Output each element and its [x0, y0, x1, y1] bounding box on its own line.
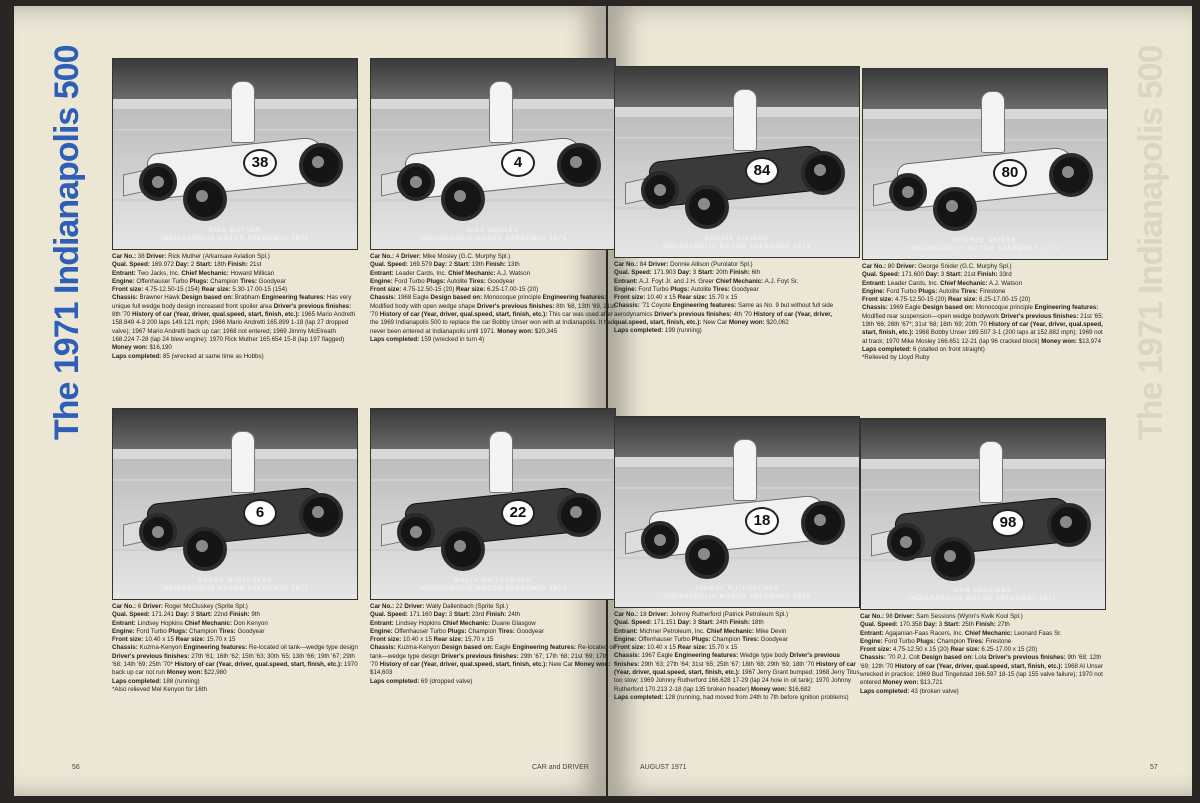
car-number-decal: 18 — [745, 507, 779, 535]
car-spec-text: Car No.: 98 Driver: Sam Sessions (Wynn's Kwik Kool Spl.) Qual. Speed: 170.358 Day: 3 Start: 25th Finish: 27th Entrant: Agajanian-Faas Racers, Inc. Chief Mechanic: Leonard Faas Sr. Engine: Ford Turbo Plugs: Champion Tires: Firestone Front size: 4.75-12.50 x 15 (20) Rear size: 6.25-17.00 x 15 (20) Chassis: '70 P.J. Colt Design based on: Lola Driver's previous finishes: 9th '68; 12th '69; 12th '70 History of car (Year, driver, qual.speed, start, finish, etc.): 1968 Al Unser wrecked in practice; 1969 Bud Tingelstad 166.597 18-15 (lap 155 valve failure); 1970 not entered Money won: $13,721 Laps completed: 43 (broken valve) — [860, 613, 1104, 695]
car-photo — [112, 58, 358, 250]
car-photo — [370, 408, 616, 600]
car-entry — [370, 58, 616, 344]
photo-caption: DONNIE ALLISON INDIANAPOLIS MOTOR SPEEDWAY 1971 — [663, 236, 811, 250]
car-entry — [614, 66, 860, 336]
car-photo — [862, 68, 1108, 260]
car-entry — [862, 68, 1108, 363]
car-spec-text: Car No.: 84 Driver: Donnie Allison (Purolator Spl.) Qual. Speed: 171.903 Day: 3 Start: 20th Finish: 6th Entrant: A.J. Foyt Jr. and J.H. Greer Chief Mechanic: A.J. Foyt Sr. Engine: Ford Turbo Plugs: Autolite Tires: Goodyear Front size: 10.40 x 15 Rear size: 15.70 x 15 Chassis: '71 Coyote Engineering features: Same as No. 9 but without full side aerodynamics Driver's previous finishes: 4th '70 History of car (Year, driver, qual.speed, start, finish, etc.): New Car Money won: $20,062 Laps completed: 199 (running) — [614, 261, 834, 335]
photo-caption: ROGER McCLUSKEY INDIANAPOLIS MOTOR SPEEDWAY 1971 — [161, 578, 309, 592]
page-title: The 1971 Indianapolis 500 — [48, 45, 86, 440]
page-number-right: 57 — [1150, 764, 1158, 771]
bleed-through-title: The 1971 Indianapolis 500 — [1132, 45, 1170, 440]
car-entry — [860, 418, 1106, 696]
car-photo — [614, 416, 860, 608]
photo-caption: GEORGE SNIDER INDIANAPOLIS MOTOR SPEEDWAY 1971 — [911, 238, 1059, 252]
car-spec-text: Car No.: 80 Driver: George Snider (G.C. Murphy Spl.) Qual. Speed: 171.600 Day: 3 Start: 21st Finish: 33rd Entrant: Leader Cards, Inc. Chief Mechanic: A.J. Watson Engine: Ford Turbo Plugs: Autolite Tires: Firestone Front size: 4.75-12.50-15 (20) Rear size: 6.25-17.00-15 (20) Chassis: 1969 Eagle Design based on: Monocoque principle Engineering features: Modified rear suspension—open wedge bodywork Driver's previous finishes: 21st '65; 19th '66; 26th '67*; 31st '68; 16th '69; 20th '70 History of car (Year, driver, qual.speed, start, finish, etc.): 1968 Bobby Unser 169.507 3-1 (200 laps at 152.882 mph); 1969 not at track; 1970 Mike Mosley 166.651 12-21 (lap 96 cracked block) Money won: $13,974 Laps completed: 6 (stalled on front straight) *Relieved by Lloyd Ruby — [862, 263, 1104, 362]
car-number-decal: 98 — [991, 509, 1025, 537]
car-number-decal: 80 — [993, 159, 1027, 187]
car-photo — [370, 58, 616, 250]
car-number-decal: 22 — [501, 499, 535, 527]
car-number-decal: 38 — [243, 149, 277, 177]
photo-caption: RICK MUTHER INDIANAPOLIS MOTOR SPEEDWAY 1971 — [161, 228, 309, 242]
car-entry — [614, 416, 860, 702]
car-photo — [112, 408, 358, 600]
car-entry — [112, 58, 358, 361]
car-spec-text: Car No.: 38 Driver: Rick Muther (Arkansaw Aviation Spl.) Qual. Speed: 169.972 Day: 2 Start: 18th Finish: 21st Entrant: Two Jacks, Inc. Chief Mechanic: Howard Millican Engine: Offenhauser Turbo Plugs: Champion Tires: Goodyear Front size: 4.75-12.50-15 (154) Rear size: 5.30-17.00-15 (154) Chassis: Brawner Hawk Design based on: Brabham Engineering features: Has very unique full wedge body design increased front spoiler area Driver's previous finishes: 8th '70 History of car (Year, driver, qual.speed, start, finish, etc.): 1965 Mario Andretti 158.849 4-3 200 laps 149.121 mph; 1966 Mario Andretti 165.899 1-18 (lap 27 dropped valve); 1967 Mario Andretti back up car; 1968 not entered; 1969 Jimmy McElreath 168.224 7-28 (lap 24 blew engine); 1970 Rick Muther 165.654 15-8 (lap 197 flagged) Money won: $16,190 Laps completed: 85 (wrecked at same time as Hobbs) — [112, 253, 355, 360]
car-spec-text: Car No.: 4 Driver: Mike Mosley (G.C. Murphy Spl.) Qual. Speed: 169.579 Day: 2 Start: 19th Finish: 13th Entrant: Leader Cards, Inc. Chief Mechanic: A.J. Watson Engine: Ford Turbo Plugs: Autolite Tires: Goodyear Front size: 4.75-12.50-15 (20) Rear size: 6.25-17.00-15 (20) Chassis: 1968 Eagle Design based on: Monocoque principle Engineering features: Modified body with open wedge shape Driver's previous finishes: 8th '68, 13th '69, 21st '70 History of car (Year, driver, qual.speed, start, finish, etc.): This car was used after the 1969 Indianapolis 500 to replace the car Bobby Unser won with at Indianapolis. It had never been entered at Indianapolis until 1971. Money won: $20,345 Laps completed: 159 (wrecked in turn 4) — [370, 253, 615, 343]
car-photo — [860, 418, 1106, 610]
photo-caption: JOHNNY RUTHERFORD INDIANAPOLIS MOTOR SPEEDWAY 1971 — [663, 586, 811, 600]
car-entry — [370, 408, 616, 686]
car-number-decal: 6 — [243, 499, 277, 527]
car-number-decal: 4 — [501, 149, 535, 177]
car-spec-text: Car No.: 6 Driver: Roger McCluskey (Sprite Spl.) Qual. Speed: 171.241 Day: 3 Start: 22nd Finish: 9th Entrant: Lindsey Hopkins Chief Mechanic: Don Kenyon Engine: Ford Turbo Plugs: Champion Tires: Goodyear Front size: 10.40 x 15 Rear size: 15.70 x 15 Chassis: Kuzma-Kenyon Engineering features: Re-located oil tank—wedge type design Driver's previous finishes: 27th '61; 16th '62; 15th '63; 30th '65; 13th '66; 19th '67; 29th '68; 14th '69; 25th '70* History of car (Year, driver, qual.speed, start, finish, etc.): 1970 back up car not run Money won: $22,980 Laps completed: 188 (running) *Also relieved Mel Kenyon for 16th — [112, 603, 358, 693]
car-number-decal: 84 — [745, 157, 779, 185]
car-spec-text: Car No.: 22 Driver: Wally Dallenbach (Sprite Spl.) Qual. Speed: 171.160 Day: 3 Start: 23rd Finish: 24th Entrant: Lindsey Hopkins Chief Mechanic: Duane Glasgow Engine: Offenhauser Turbo Plugs: Champion Tires: Goodyear Front size: 10.40 x 15 Rear size: 15.70 x 15 Chassis: Kuzma-Kenyon Design based on: Eagle Engineering features: Re-located oil tank—wedge type design Driver's previous finishes: 29th '67; 17th '68; 21st '69; 17th '70 History of car (Year, driver, qual.speed, start, finish, etc.): New Car Money won: $14,603 Laps completed: 69 (dropped valve) — [370, 603, 616, 685]
photo-caption: SAM SESSIONS INDIANAPOLIS MOTOR SPEEDWAY 1971 — [909, 588, 1057, 602]
issue-date: AUGUST 1971 — [640, 764, 687, 771]
car-spec-text: Car No.: 18 Driver: Johnny Rutherford (Patrick Petroleum Spl.) Qual. Speed: 171.151 Day: 3 Start: 24th Finish: 18th Entrant: Michner Petroleum, Inc. Chief Mechanic: Mike Devin Engine: Offenhauser Turbo Plugs: Champion Tires: Goodyear Front size: 10.40 x 15 Rear size: 15.70 x 15 Chassis: 1967 Eagle Engineering features: Wedge type body Driver's previous finishes: 29th '63; 27th '64; 31st '65; 25th '67; 18th '68; 29th '69; 18th '70 History of car (Year, driver, qual.speed, start, finish, etc.): 1967 Jerry Grant bumped; 1968 Jerry Titus too slow; 1969 Johnny Rutherford 166.628 17-29 (lap 24 hole in oil tank); 1970 Johnny Rutherford 170.213 2-18 (lap 135 broken header) Money won: $16,682 Laps completed: 128 (running, had moved from 24th to 7th before ignition problems) — [614, 611, 860, 701]
page-number-left: 56 — [72, 764, 80, 771]
photo-caption: MIKE MOSLEY INDIANAPOLIS MOTOR SPEEDWAY 1971 — [419, 228, 567, 242]
car-photo — [614, 66, 860, 258]
car-entry — [112, 408, 358, 694]
photo-caption: WALLY DALLENBACH INDIANAPOLIS MOTOR SPEEDWAY 1971 — [419, 578, 567, 592]
magazine-name: CAR and DRIVER — [532, 764, 589, 771]
